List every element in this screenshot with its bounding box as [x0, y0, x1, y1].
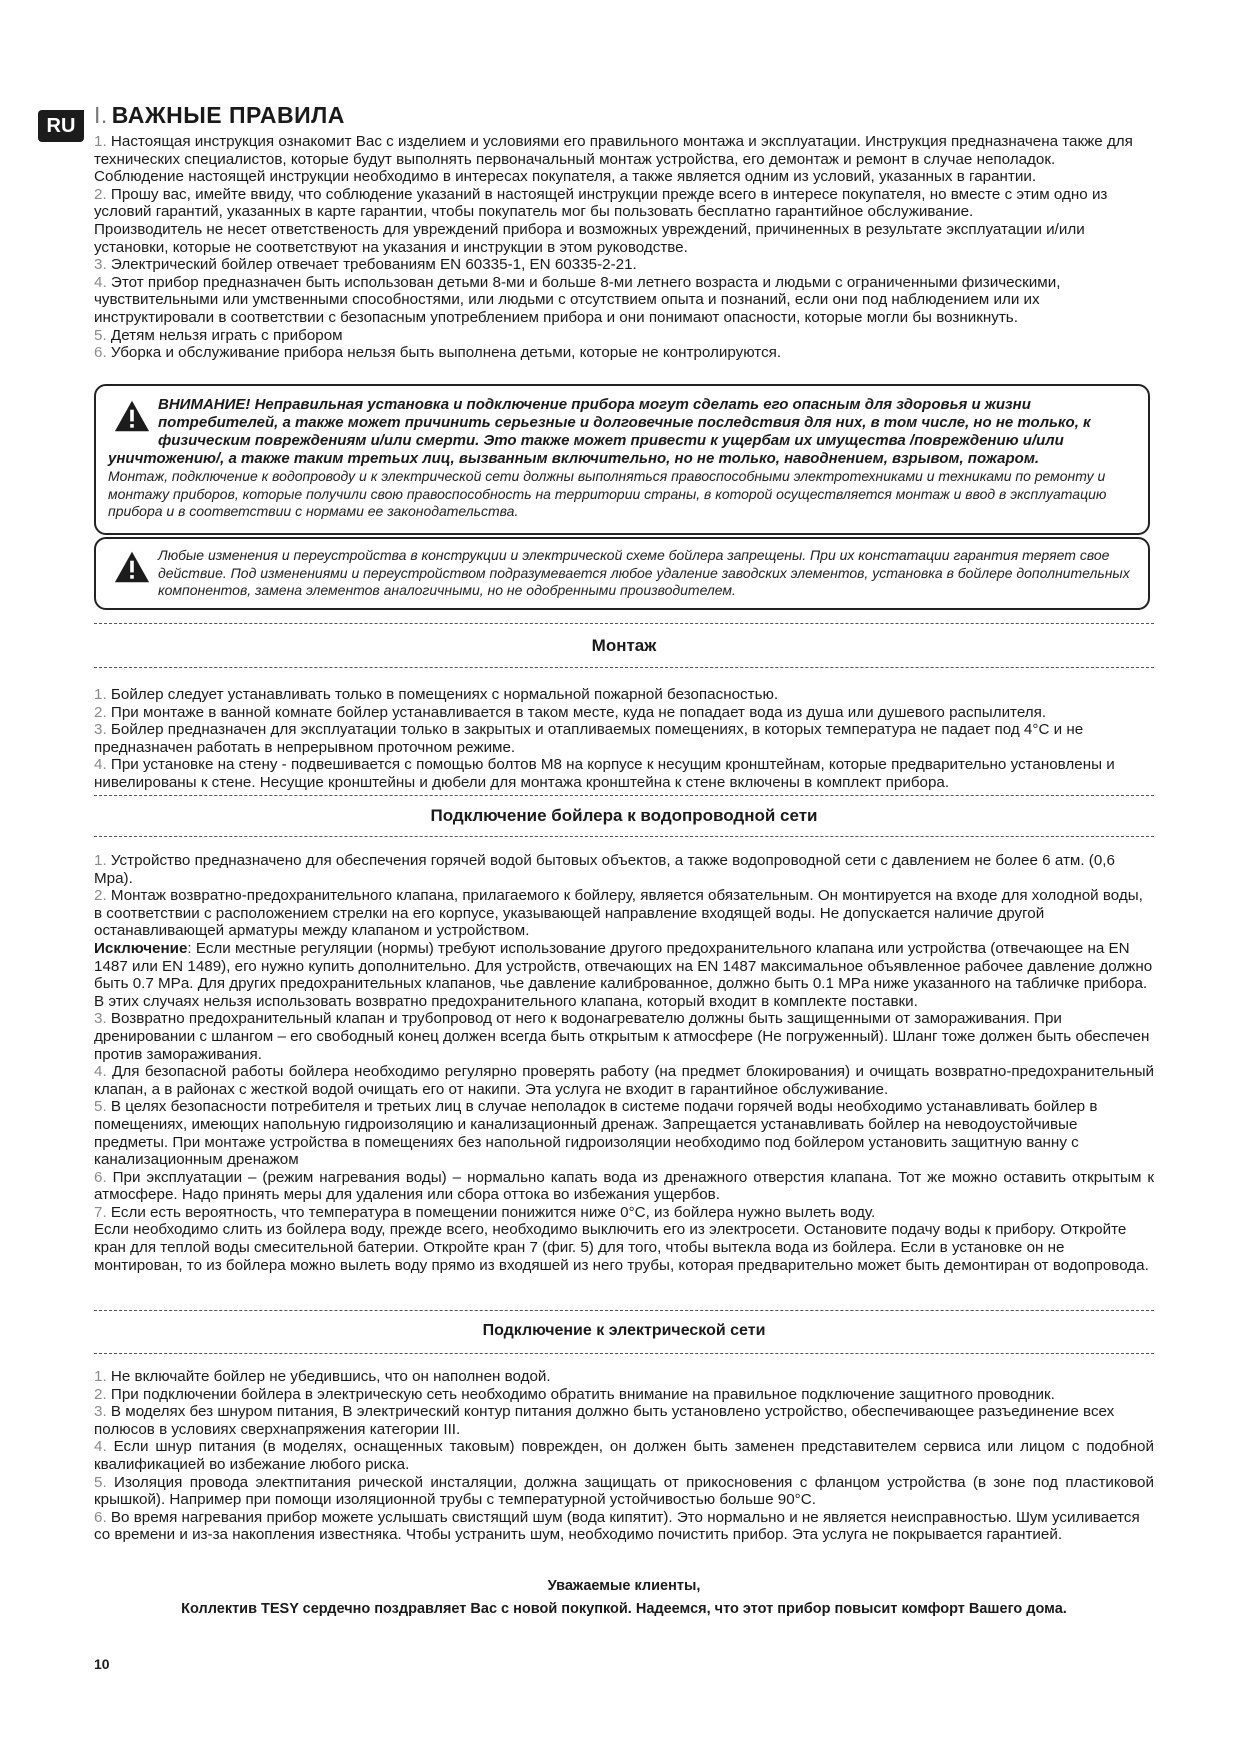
list-item: Исключение: Если местные регуляции (нормы) требуют использование другого предохранительного клапана или устройства (отвечающее на EN 1487 или EN 1489), его нужно купить дополнительно. Для устройств, отвечающих на EN 1487 максимальное объявленное рабочее давление должно быть 0.7 MPa. Для других предохранительных клапанов, чье давление калиброванное, должно быть 0.1 MPa ниже указанного на табличке прибора. В этих случаях нельзя использовать возвратно предохранительного клапана, который входит в комплекте поставки. — [94, 939, 1153, 1010]
dashed-divider — [94, 795, 1154, 796]
footer-greeting: Уважаемые клиенты, — [547, 1578, 701, 1594]
warning-triangle-icon — [114, 549, 150, 585]
title-number: I. — [94, 102, 108, 128]
list-item: 7. Если есть вероятность, что температура в помещении понижится ниже 0°C, из бойлера нужно вылеть воду. — [94, 1203, 876, 1221]
footer-message: Коллектив TESY сердечно поздравляет Вас с новой покупкой. Надеемся, что этот прибор повысит комфорт Вашего дома. — [181, 1601, 1067, 1617]
intro-item: 4. Этот прибор предназначен быть использован детьми 8-ми и больше 8-ми летнего возраста и людьми с ограниченными физическими, чувствительными или умственными способностями, или людьми с отсутствием опыта и познаний, если они под наблюдением или их инструктировали в соответствии с безопасным употреблением прибора и они понимают опасности, которые могли бы возникнуть. — [94, 273, 1061, 326]
intro-item: 5. Детям нельзя играть с прибором — [94, 326, 343, 344]
list-item: 5. Изоляция провода электпитания рической инсталяции, должна защищать от прикосновения с фланцом устройства (в зоне под пластиковой крышкой). Например при помощи изоляционной трубы с температурной устойчивостью больше 90°C. — [94, 1473, 1154, 1509]
warning-bold-text: ВНИМАНИЕ! Неправильная установка и подключение прибора могут сделать его опасным для здоровья и жизни потребителей, а также может причинить серьезные и долговечные последствия для них, в том числе, но не только, к физическим повреждениям и/или смерти. Это также может привести к ущербам их имущества /повреждению и/или уничтожению/, а также таким третьих лиц, вызванным включительно, но не только, наводнением, взрывом, пожаром. — [108, 396, 1091, 467]
warning-italic-text: Монтаж, подключение к водопроводу и к электрической сети должны выполняться правоспособными электротехниками и техниками по ремонту и монтажу приборов, которые получили свою правоспособность на территории страны, в которой осуществляется монтаж и ввод в эксплуатацию прибора и в соответствии с нормами ее законодательства. — [108, 468, 1107, 519]
list-item: 3. В моделях без шнуром питания, В электрический контур питания должно быть установлено устройство, обеспечивающее разъединение всех полюсов в условиях сверхнапряжения категории III. — [94, 1403, 1115, 1438]
list-item: 2. При подключении бойлера в электрическую сеть необходимо обратить внимание на правильное подключение защитного проводник. — [94, 1385, 1055, 1403]
intro-section — [94, 133, 1154, 362]
dashed-divider — [94, 836, 1154, 837]
water-section — [94, 852, 1154, 1274]
list-item: 1. Не включайте бойлер не убедившись, что он наполнен водой. — [94, 1368, 551, 1385]
list-item: 6. Во время нагревания прибор можете услышать свистящий шум (вода кипятит). Это нормально и не является неисправностью. Шум усиливается со времени и из-за накопления известняка. Чтобы устранить шум, необходимо почистить прибор. Эта услуга не покрывается гарантией. — [94, 1508, 1140, 1544]
page-number: 10 — [94, 1656, 110, 1672]
section-heading-electrical: Подключение к электрической сети — [482, 1322, 766, 1339]
list-item: 1. Бойлер следует устанавливать только в помещениях с нормальной пожарной безопасностью. — [94, 686, 779, 703]
dashed-divider — [94, 667, 1154, 668]
intro-item: Соблюдение настоящей инструкции необходимо в интересах покупателя, а также является одним из условий, указанных в гарантии. — [94, 168, 1037, 186]
list-item: 2. При монтаже в ванной комнате бойлер устанавливается в таком месте, куда не попадает вода из душа или душевого распылителя. — [94, 703, 1047, 721]
warning-triangle-icon — [114, 398, 150, 434]
section-heading-mounting: Монтаж — [591, 636, 657, 655]
list-item: 3. Бойлер предназначен для эксплуатации только в закрытых и отапливаемых помещениях, в которых температура не падает под 4°C и не предназначен работать в непрерывном проточном режиме. — [94, 721, 1084, 756]
list-item: 4. Для безопасной работы бойлера необходимо регулярно проверять работу (на предмет блокирования) и очищать возвратно-предохранительный клапан, а в районах с жесткой водой очищать его от накипи. Эта услуга не входит в гарантийное обслуживание. — [94, 1063, 1154, 1098]
intro-item: Производитель не несет ответственость для увреждений прибора и возможных увреждений, причиненных в результате эксплуатации и/или установки, которые не соответствуют на указания и инструкции в этом руководстве. — [94, 220, 1085, 256]
list-item: 3. Возвратно предохранительный клапан и трубопровод от него к водонагревателю должны быть защищенными от замораживания. При дренировании с шлангом – его свободный конец должен всегда быть открытым к атмосфере (Не погруженный). Шланг тоже должен быть обеспечен против замораживания. — [94, 1010, 1150, 1063]
warning-italic-text: Любые изменения и переустройства в конструкции и электрической схеме бойлера запрещены. При их констатации гарантия теряет свое действие. Под изменениями и переустройством подразумевается любое удаление заводских элементов, установка в бойлере дополнительных компонентов, замена элементов аналогичными, но не одобренными производителем. — [158, 547, 1130, 598]
list-item: 5. В целях безопасности потребителя и третьих лиц в случае неполадок в системе подачи горячей воды необходимо устанавливать бойлер в помещениях, имеющих напольную гидроизоляцию и канализационный дренаж. Запрещается устанавливать бойлер на неводоустойчивые предметы. При монтаже устройства в помещениях без напольной гидроизоляции необходимо под бойлером установить защитную ванну с канализационным дренажом — [94, 1098, 1098, 1169]
title-text: ВАЖНЫЕ ПРАВИЛА — [111, 102, 345, 128]
page-title — [94, 102, 345, 129]
language-tag: RU — [38, 110, 84, 142]
list-item: 4. Если шнур питания (в моделях, оснащенных таковым) поврежден, он должен быть заменен представителем сервиса или лицом с подобной квалификацией во избежание любого риска. — [94, 1438, 1154, 1473]
dashed-divider — [94, 623, 1154, 624]
warning-box-modifications — [94, 537, 1150, 610]
list-item: 6. При эксплуатации – (режим нагревания воды) – нормально капать вода из дренажного отверстия клапана. Тот же можно оставить открытым к атмосфере. Надо принять меры для удаления или сбора оттока во избежания ущербов. — [94, 1168, 1154, 1204]
warning-box-installation — [94, 384, 1150, 535]
intro-item: 1. Настоящая инструкция ознакомит Вас с изделием и условиями его правильного монтажа и эксплуатации. Инструкция предназначена также для технических специалистов, которые будут выполнять первоначальный монтаж устройства, его демонтаж и ремонт в случае неполадок. — [94, 133, 1133, 168]
intro-item: 6. Уборка и обслуживание прибора нельзя быть выполнена детьми, которые не контролируются. — [94, 344, 782, 362]
intro-item: 3. Электрический бойлер отвечает требованиям EN 60335-1, EN 60335-2-21. — [94, 256, 637, 274]
section-heading-water: Подключение бойлера к водопроводной сети — [430, 806, 818, 825]
dashed-divider — [94, 1353, 1154, 1354]
dashed-divider — [94, 1310, 1154, 1311]
list-item: 2. Монтаж возвратно-предохранительного клапана, прилагаемого к бойлеру, является обязательным. Он монтируется на входе для холодной воды, в соответствии с расположением стрелки на его корпусе, указывающей направление входящей воды. Не допускается наличие другой останавливающей арматуры между клапаном и устройством. — [94, 887, 1143, 940]
intro-item: 2. Прошу вас, имейте ввиду, что соблюдение указаний в настоящей инструкции прежде всего в интересе покупателя, но вместе с этим одно из условий гарантий, указанных в карте гарантии, чтобы покупатель мог бы пользовать бесплатно гарантийное обслуживание. — [94, 185, 1108, 221]
electrical-section — [94, 1368, 1154, 1544]
list-item: 1. Устройство предназначено для обеспечения горячей водой бытовых объектов, а также водопроводной сети с давлением не более 6 атм. (0,6 Mpa). — [94, 852, 1115, 887]
list-item: Если необходимо слить из бойлера воду, прежде всего, необходимо выключить его из электросети. Остановите подачу воды к прибору. Откройте кран для теплой воды смесительной батерии. Откройте кран 7 (фиг. 5) для того, чтобы вытекла вода из бойлера. Если в установке он не монтирован, то из бойлера можно вылеть воду прямо из входяшей из него трубы, которая предварительно может быть демонтиран от водопровода. — [94, 1221, 1149, 1274]
list-item: 4. При установке на стену - подвешивается с помощью болтов М8 на корпусе к несущим кронштейнам, которые предварительно установлены и нивелированы к стене. Несущие кронштейны и дюбели для монтажа кронштейна к стене включены в комплект прибора. — [94, 756, 1115, 791]
mounting-section — [94, 686, 1154, 792]
